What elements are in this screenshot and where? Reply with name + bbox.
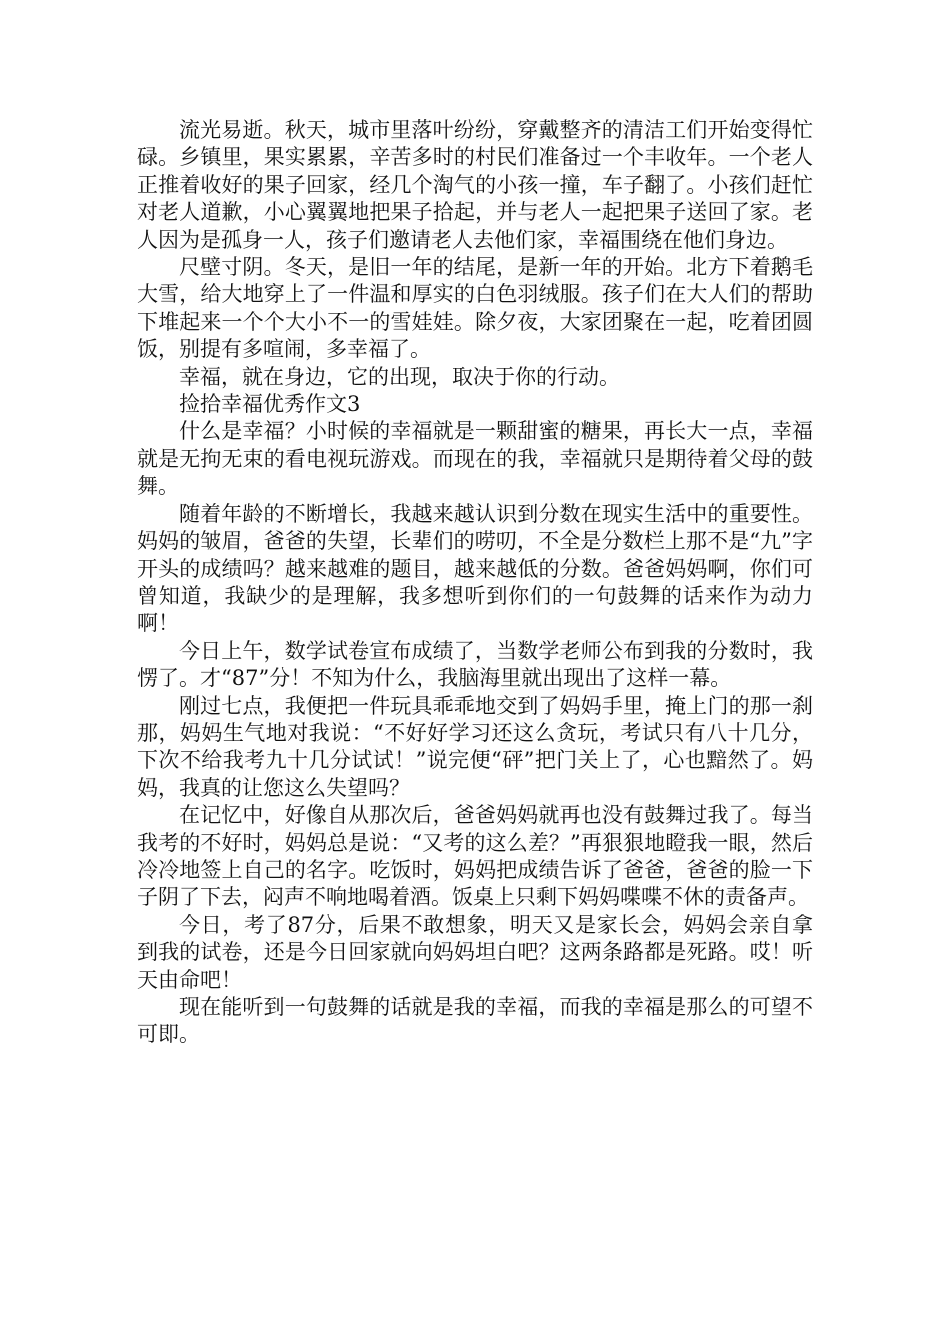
paragraph-exam-results: 今日上午，数学试卷宣布成绩了，当数学老师公布到我的分数时，我愣了。才“87”分！不知为什么，我脑海里就出现出了这样一幕。 — [137, 638, 813, 691]
paragraph-memory-toy: 刚过七点，我便把一件玩具乖乖地交到了妈妈手里，掩上门的那一刹那，妈妈生气地对我说：“不好好学习还这么贪玩，考试只有八十几分，下次不给我考九十几分试试！”说完便“砰”把门关上了，心也黯然了。妈妈，我真的让您这么失望吗？ — [137, 693, 813, 800]
essay-heading: 捡拾幸福优秀作文3 — [179, 392, 361, 417]
paragraph-autumn: 流光易逝。秋天，城市里落叶纷纷，穿戴整齐的清洁工们开始变得忙碌。乡镇里，果实累累，辛苦多时的村民们准备过一个丰收年。一个老人正推着收好的果子回家，经几个淘气的小孩一撞，车子翻了。小孩们赶忙对老人道歉，小心翼翼地把果子拾起，并与老人一起把果子送回了家。老人因为是孤身一人，孩子们邀请老人去他们家，幸福围绕在他们身边。 — [137, 118, 813, 252]
paragraph-memory-scolding: 在记忆中，好像自从那次后，爸爸妈妈就再也没有鼓舞过我了。每当我考的不好时，妈妈总是说：“又考的这么差？”再狠狠地瞪我一眼，然后冷冷地签上自己的名字。吃饭时，妈妈把成绩告诉了爸爸，爸爸的脸一下子阴了下去，闷声不响地喝着酒。饭桌上只剩下妈妈喋喋不休的责备声。 — [137, 803, 813, 910]
paragraph-winter: 尺壁寸阴。冬天，是旧一年的结尾，是新一年的开始。北方下着鹅毛大雪，给大地穿上了一件温和厚实的白色羽绒服。孩子们在大人们的帮助下堆起来一个个大小不一的雪娃娃。除夕夜，大家团聚在一起，吃着团圆饭，别提有多喧闹，多幸福了。 — [137, 255, 813, 362]
paragraph-today-score: 今日，考了87分，后果不敢想象，明天又是家长会，妈妈会亲自拿到我的试卷，还是今日回家就向妈妈坦白吧？这两条路都是死路。哎！听天由命吧！ — [137, 912, 813, 992]
paragraph-conclusion: 幸福，就在身边，它的出现，取决于你的行动。 — [179, 364, 620, 389]
paragraph-final: 现在能听到一句鼓舞的话就是我的幸福，而我的幸福是那么的可望不可即。 — [137, 995, 813, 1047]
paragraph-what-is-happiness: 什么是幸福？小时候的幸福就是一颗甜蜜的糖果，再长大一点，幸福就是无拘无束的看电视玩游戏。而现在的我，幸福就只是期待着父母的鼓舞。 — [137, 419, 813, 499]
paragraph-growing-up: 随着年龄的不断增长，我越来越认识到分数在现实生活中的重要性。妈妈的皱眉，爸爸的失望，长辈们的唠叨，不全是分数栏上那不是“九”字开头的成绩吗？越来越难的题目，越来越低的分数。爸爸妈妈啊，你们可曾知道，我缺少的是理解，我多想听到你们的一句鼓舞的话来作为动力啊！ — [137, 501, 813, 636]
article-body — [137, 117, 813, 1049]
